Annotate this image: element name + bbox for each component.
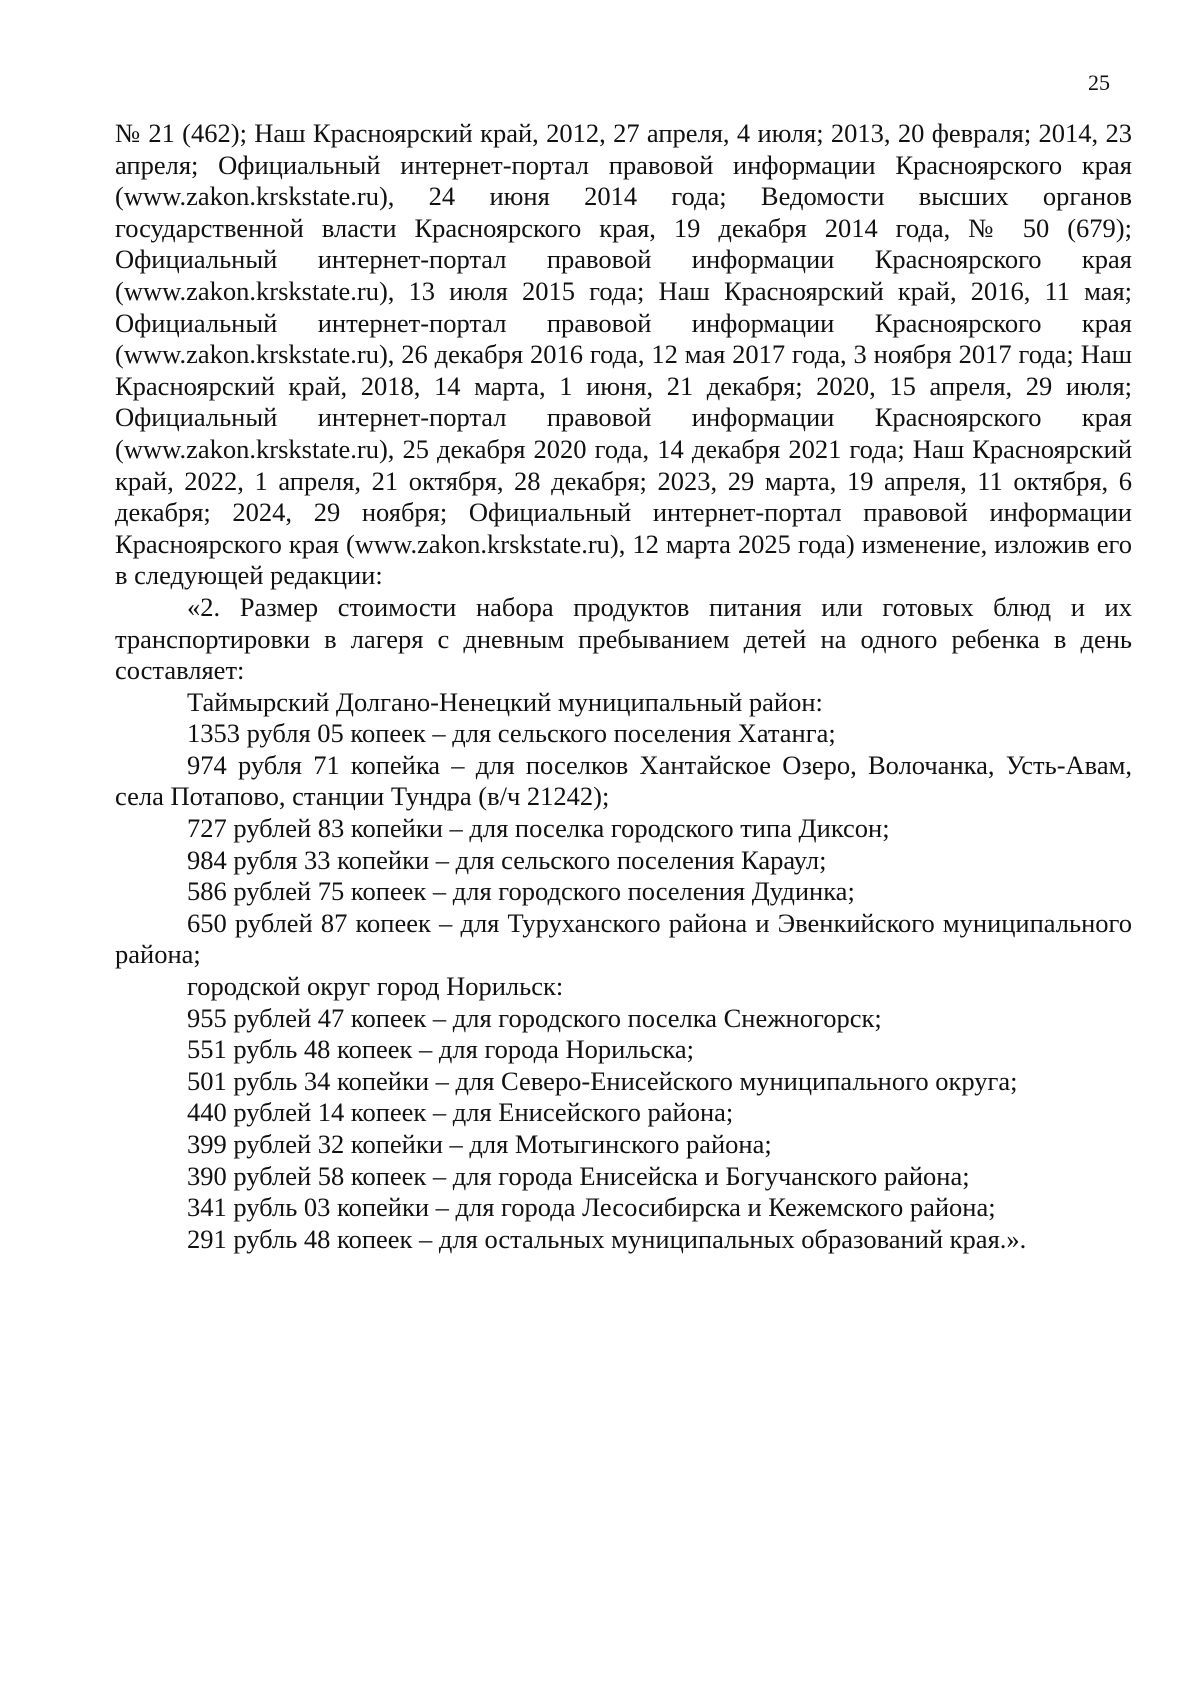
price-line-lesosibirsk-kezhemsky: 341 рубль 03 копейки – для города Лесосибирска и Кежемского района; — [187, 1192, 996, 1223]
price-line-snezhnogorsk: 955 рублей 47 копеек – для городского поселка Снежногорск; — [187, 1002, 882, 1033]
price-line-khantayskoe-ozero: 974 рубля 71 копейка – для поселков Хантайское Озеро, Волочанка, Усть-Авам, села Потапово, станции Тундра (в/ч 21242); — [115, 749, 1132, 812]
price-line-dudinka: 586 рублей 75 копеек – для городского поселения Дудинка; — [187, 876, 855, 907]
price-line-eniseysk-boguchansky: 390 рублей 58 копеек – для города Енисейска и Богучанского района; — [187, 1160, 970, 1191]
price-line-severo-eniseysky: 501 рубль 34 копейки – для Северо-Енисейского муниципального округа; — [187, 1065, 1018, 1096]
price-line-eniseysky-district: 440 рублей 14 копеек – для Енисейского района; — [187, 1097, 734, 1128]
intro-paragraph: № 21 (462); Наш Красноярский край, 2012, 27 апреля, 4 июля; 2013, 20 февраля; 2014, 23 апреля; Официальный интернет-портал правовой информации Красноярского края (www.zakon.krskstate.ru), 24 июня 2014 года; Ведомости высших органов государственной власти Красноярского края, 19 декабря 2014 года, № 50 (679); Официальный интернет-портал правовой информации Красноярского края (www.zakon.krskstate.ru), 13 июля 2015 года; Наш Красноярский край, 2016, 11 мая; Официальный интернет-портал правовой информации Красноярского края (www.zakon.krskstate.ru), 26 декабря 2016 года, 12 мая 2017 года, 3 ноября 2017 года; Наш Красноярский край, 2018, 14 марта, 1 июня, 21 декабря; 2020, 15 апреля, 29 июля; Официальный интернет-портал правовой информации Красноярского края (www.zakon.krskstate.ru), 25 декабря 2020 года, 14 декабря 2021 года; Наш Красноярский край, 2022, 1 апреля, 21 октября, 28 декабря; 2023, 29 марта, 19 апреля, 11 октября, 6 декабря; 2024, 29 ноября; Официальный интернет-портал правовой информации Красноярского края (www.zakon.krskstate.ru), 12 марта 2025 года) изменение, изложив его в следующей редакции: — [115, 118, 1132, 591]
price-line-motyginsky: 399 рублей 32 копейки – для Мотыгинского района; — [187, 1129, 772, 1159]
district-heading-norilsk: городской округ город Норильск: — [187, 971, 564, 1002]
document-body — [115, 118, 1132, 1255]
district-heading-taimyr: Таймырский Долгано-Ненецкий муниципальный район: — [187, 686, 823, 717]
price-line-karaul: 984 рубля 33 копейки – для сельского поселения Караул; — [187, 844, 827, 875]
price-line-turukhansky-evenkiysky: 650 рублей 87 копеек – для Туруханского района и Эвенкийского муниципального района; — [115, 907, 1132, 970]
price-line-other-municipalities: 291 рубль 48 копеек – для остальных муниципальных образований края.». — [187, 1223, 1027, 1254]
price-line-khatanga: 1353 рубля 05 копеек – для сельского поселения Хатанга; — [187, 718, 836, 749]
clause-paragraph: «2. Размер стоимости набора продуктов питания или готовых блюд и их транспортировки в лагеря с дневным пребыванием детей на одного ребенка в день составляет: — [115, 591, 1132, 686]
page-number: 25 — [1088, 70, 1110, 95]
price-line-dikson: 727 рублей 83 копейки – для поселка городского типа Диксон; — [187, 813, 890, 844]
price-line-norilsk: 551 рубль 48 копеек – для города Норильска; — [187, 1034, 694, 1065]
